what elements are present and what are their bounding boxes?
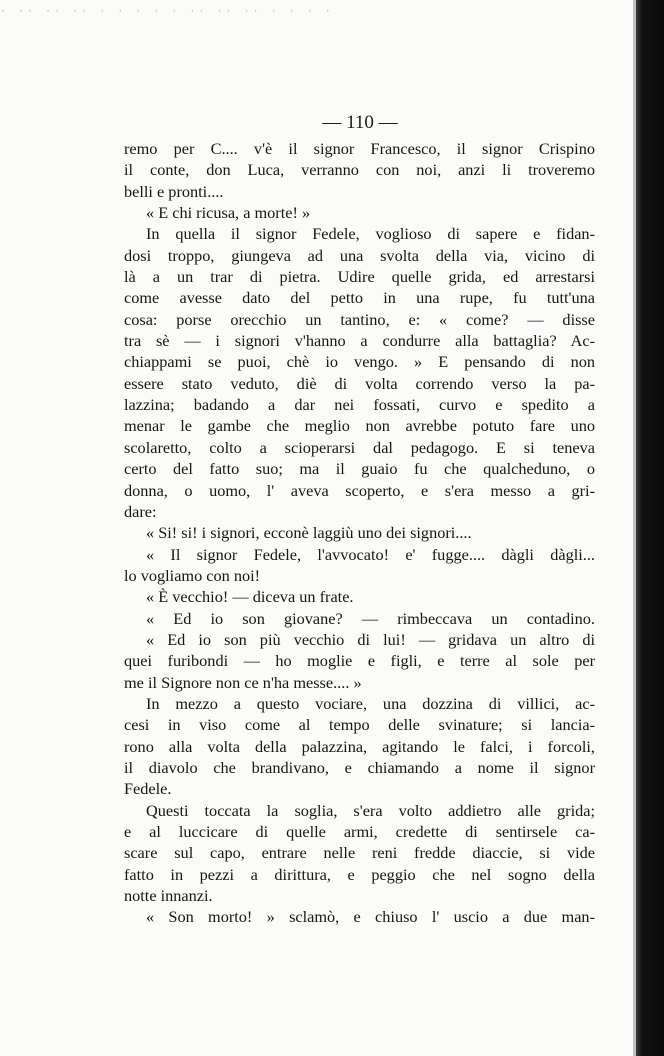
- text-line: donna, o uomo, l' aveva scoperto, e s'era messo a gri-: [124, 480, 595, 500]
- text-line: « È vecchio! — diceva un frate.: [146, 587, 354, 607]
- body-text: [124, 138, 595, 928]
- text-line: lo vogliamo con noi!: [124, 565, 261, 585]
- text-line: « Ed io son giovane? — rimbeccava un contadino.: [146, 608, 595, 628]
- scan-marks: · ·· ·· ·· · · · · · ·· ·· ·· · · · ·: [0, 6, 334, 17]
- text-line: « Ed io son più vecchio di lui! — gridava un altro di: [146, 629, 595, 649]
- text-line: Fedele.: [124, 779, 172, 799]
- text-line: remo per C.... v'è il signor Francesco, il signor Crispino: [124, 139, 595, 158]
- text-line: cosa: porse orecchio un tantino, e: « come? — disse: [124, 309, 595, 329]
- text-line: dare:: [124, 501, 157, 521]
- text-line: me il Signore non ce n'ha messe.... »: [124, 672, 362, 692]
- text-line: lazzina; badando a dar nei fossati, curvo e spedito a: [124, 395, 595, 415]
- text-line: notte innanzi.: [124, 886, 213, 906]
- text-line: « Il signor Fedele, l'avvocato! e' fugge.... dàgli dàgli...: [146, 544, 595, 564]
- binding-edge: [636, 0, 664, 1056]
- text-line: dosi troppo, giungeva ad una svolta della via, vicino di: [124, 245, 595, 265]
- text-line: tra sè — i signori v'hanno a condurre alla battaglia? Ac-: [124, 331, 595, 351]
- text-line: là a un trar di pietra. Udire quelle grida, ed arrestarsi: [124, 267, 595, 287]
- text-line: il conte, don Luca, verranno con noi, anzi li troveremo: [124, 160, 595, 180]
- text-line: il diavolo che brandivano, e chiamando a nome il signor: [124, 757, 595, 777]
- text-line: cesi in viso come al tempo delle svinature; si lancia-: [124, 715, 595, 735]
- text-line: fatto in pezzi a dirittura, e peggio che nel sogno della: [124, 864, 595, 884]
- text-line: come avesse dato del petto in una rupe, fu tutt'una: [124, 288, 595, 308]
- text-line: rono alla volta della palazzina, agitando le falci, i forcoli,: [124, 736, 595, 756]
- text-line: menar le gambe che meglio non avrebbe potuto fare uno: [124, 416, 595, 436]
- text-line: « Si! si! i signori, ecconè laggiù uno dei signori....: [146, 523, 472, 543]
- page-number: — 110 —: [322, 112, 398, 133]
- text-line: certo del fatto suo; ma il guaio fu che qualcheduno, o: [124, 459, 595, 479]
- text-line: scolaretto, colto a scioperarsi dal pedagogo. E si teneva: [124, 437, 595, 457]
- text-line: quei furibondi — ho moglie e figli, e terre al sole per: [124, 651, 595, 671]
- text-line: belli e pronti....: [124, 181, 224, 201]
- text-line: « Son morto! » sclamò, e chiuso l' uscio a due man-: [146, 907, 595, 927]
- text-line: e al luccicare di quelle armi, credette di sentirsele ca-: [124, 822, 595, 841]
- text-line: chiappami se puoi, chè io vengo. » E pensando di non: [124, 352, 595, 372]
- text-line: essere stato veduto, diè di volta correndo verso la pa-: [124, 373, 595, 393]
- text-line: In mezzo a questo vociare, una dozzina di villici, ac-: [146, 693, 595, 713]
- text-line: Questi toccata la soglia, s'era volto addietro alle grida;: [146, 800, 595, 820]
- text-line: In quella il signor Fedele, voglioso di sapere e fidan-: [146, 224, 595, 244]
- text-line: scare sul capo, entrare nelle reni fredde diaccie, si vide: [124, 843, 595, 863]
- text-line: « E chi ricusa, a morte! »: [146, 203, 311, 223]
